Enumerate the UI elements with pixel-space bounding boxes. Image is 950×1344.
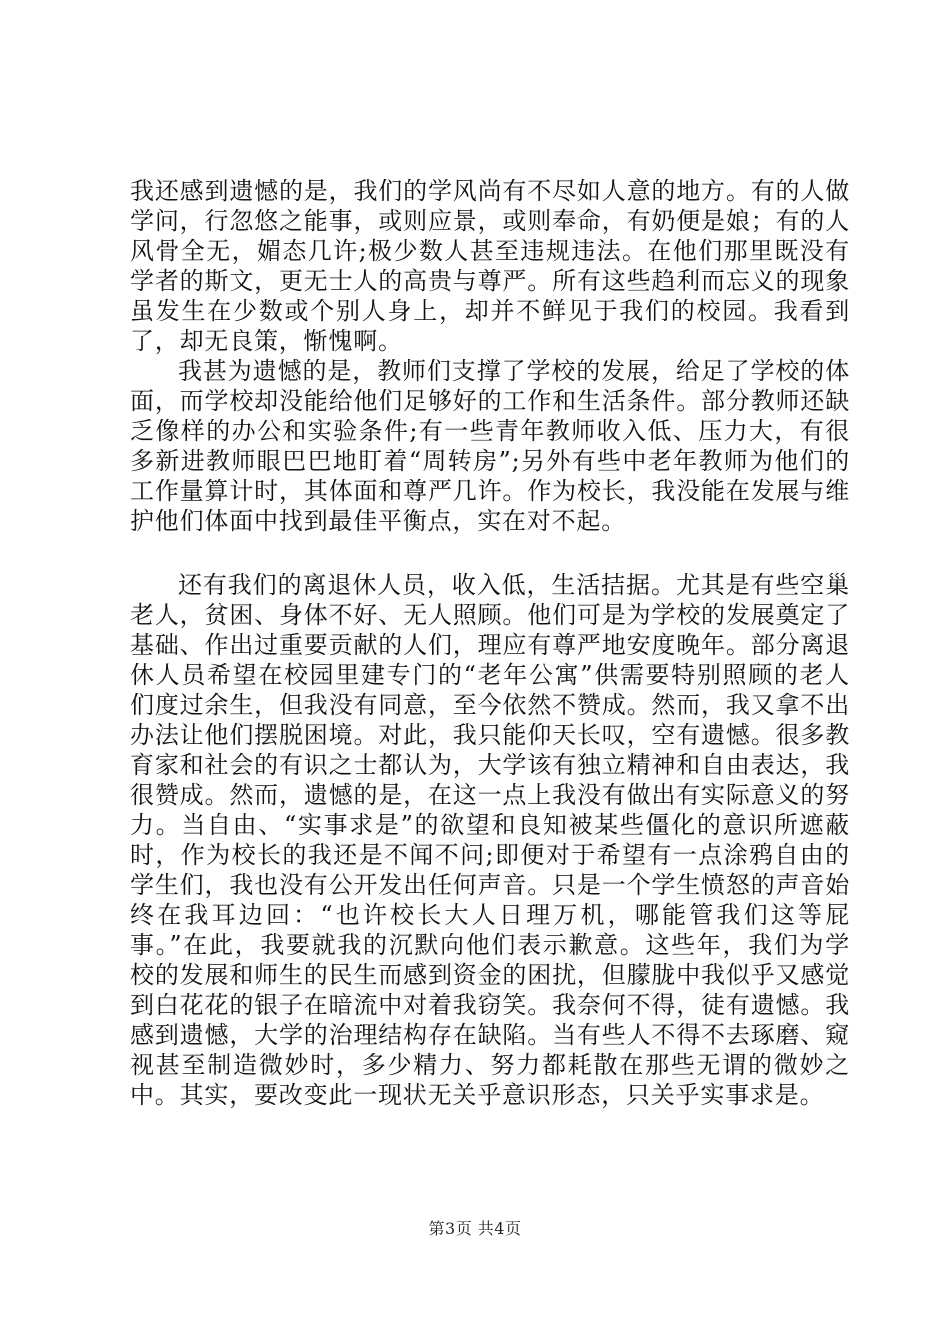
paragraph-regret-teachers: 我甚为遗憾的是，教师们支撑了学校的发展，给足了学校的体面，而学校却没能给他们足够好的工作和生活条件。部分教师还缺乏像样的办公和实验条件;有一些青年教师收入低、压力大，有很多新进教师眼巴巴地盯着“周转房”;另外有些中老年教师为他们的工作量算计时，其体面和尊严几许。作为校长，我没能在发展与维护他们体面中找到最佳平衡点，实在对不起。 [130, 357, 850, 535]
page-number-footer: 第3页 共4页 [428, 1219, 522, 1238]
paragraph-regret-study-style: 我还感到遗憾的是，我们的学风尚有不尽如人意的地方。有的人做学问，行忽悠之能事，或则应景，或则奉命，有奶便是娘；有的人风骨全无，媚态几许;极少数人甚至违规违法。在他们那里既没有学者的斯文，更无士人的高贵与尊严。所有这些趋利而忘义的现象虽发生在少数或个别人身上，却并不鲜见于我们的校园。我看到了，却无良策，惭愧啊。 [130, 177, 850, 355]
paragraph-regret-retirees: 还有我们的离退休人员，收入低，生活拮据。尤其是有些空巢老人，贫困、身体不好、无人照顾。他们可是为学校的发展奠定了基础、作出过重要贡献的人们，理应有尊严地安度晚年。部分离退休人员希望在校园里建专门的“老年公寓”供需要特别照顾的老人们度过余生，但我没有同意，至今依然不赞成。然而，我又拿不出办法让他们摆脱困境。对此，我只能仰天长叹，空有遗憾。很多教育家和社会的有识之士都认为，大学该有独立精神和自由表达，我很赞成。然而，遗憾的是，在这一点上我没有做出有实际意义的努力。当自由、“实事求是”的欲望和良知被某些僵化的意识所遮蔽时，作为校长的我还是不闻不问;即便对于希望有一点涂鸦自由的学生们，我也没有公开发出任何声音。只是一个学生愤怒的声音始终在我耳边回：“也许校长大人日理万机，哪能管我们这等屁事。”在此，我要就我的沉默向他们表示歉意。这些年，我们为学校的发展和师生的民生而感到资金的困扰，但朦胧中我似乎又感觉到白花花的银子在暗流中对着我窃笑。我奈何不得，徒有遗憾。我感到遗憾，大学的治理结构存在缺陷。当有些人不得不去琢磨、窥视甚至制造微妙时，多少精力、努力都耗散在那些无谓的微妙之中。其实，要改变此一现状无关乎意识形态，只关乎实事求是。 [130, 571, 850, 1109]
document-body [130, 176, 850, 1110]
